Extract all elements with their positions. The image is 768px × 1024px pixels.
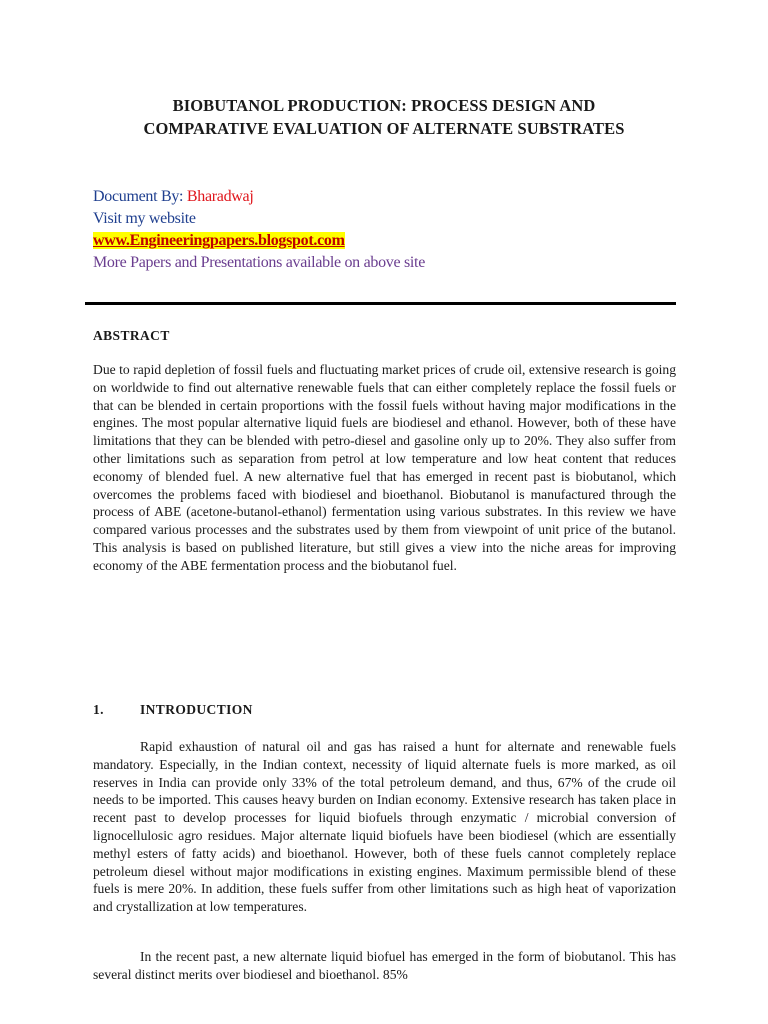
website-line	[93, 230, 425, 252]
author-name: Bharadwaj	[186, 188, 254, 205]
more-papers-text: More Papers and Presentations available on above site	[93, 254, 425, 271]
title-line-2: COMPARATIVE EVALUATION OF ALTERNATE SUBSTRATES	[143, 119, 625, 138]
author-line	[93, 186, 425, 208]
introduction-paragraph-1: Rapid exhaustion of natural oil and gas has raised a hunt for alternate and renewable fuels mandatory. Especially, in the Indian context, necessity of liquid alternate fuels is more marked, as oil reserves in India can provide only 33% of the total petroleum demand, and thus, 67% of the crude oil needs to be imported. This causes heavy burden on Indian economy. Extensive research has taken place in recent past to develop processes for liquid biofuels through enzymatic / microbial conversion of lignocellulosic agro residues. Major alternate liquid biofuels have been biodiesel (which are essentially methyl esters of fatty acids) and bioethanol. However, both of these fuels cannot completely replace petroleum diesel without major modifications in existing engines. Maximum permissible blend of these fuels is mere 20%. In addition, these fuels suffer from other limitations such as high heat of vaporization and crystallization at low temperatures.	[93, 739, 676, 915]
title-line-1: BIOBUTANOL PRODUCTION: PROCESS DESIGN AND	[172, 96, 596, 115]
visit-text: Visit my website	[93, 210, 196, 227]
abstract-heading: ABSTRACT	[93, 328, 170, 343]
introduction-paragraph-2: In the recent past, a new alternate liquid biofuel has emerged in the form of biobutanol. This has several distinct merits over biodiesel and bioethanol. 85%	[93, 949, 676, 982]
section-title: INTRODUCTION	[140, 702, 253, 717]
document-info	[93, 186, 425, 274]
author-label: Document By:	[93, 188, 184, 205]
document-title	[92, 94, 676, 140]
section-number: 1.	[93, 702, 104, 717]
introduction-heading	[93, 702, 253, 718]
horizontal-divider	[85, 302, 676, 305]
abstract-text: Due to rapid depletion of fossil fuels and fluctuating market prices of crude oil, extensive research is going on worldwide to find out alternative renewable fuels that can either completely replace the fossil fuels or that can be blended in certain proportions with the fossil fuels without having major modifications in the engines. The most popular alternative liquid fuels are biodiesel and ethanol. However, both of these have limitations that they can be blended with petro-diesel and gasoline only up to 20%. They also suffer from other limitations such as separation from petrol at low temperature and low heat content that reduces economy of blended fuel. A new alternative fuel that has emerged in recent past is biobutanol, which overcomes the problems faced with biodiesel and bioethanol. Biobutanol is manufactured through the process of ABE (acetone-butanol-ethanol) fermentation using various substrates. In this review we have compared various processes and the substrates used by them from viewpoint of unit price of the butanol. This analysis is based on published literature, but still gives a view into the niche areas for improving economy of the ABE fermentation process and the biobutanol fuel.	[93, 362, 676, 573]
website-link[interactable]: www.Engineeringpapers.blogspot.com	[93, 232, 345, 249]
